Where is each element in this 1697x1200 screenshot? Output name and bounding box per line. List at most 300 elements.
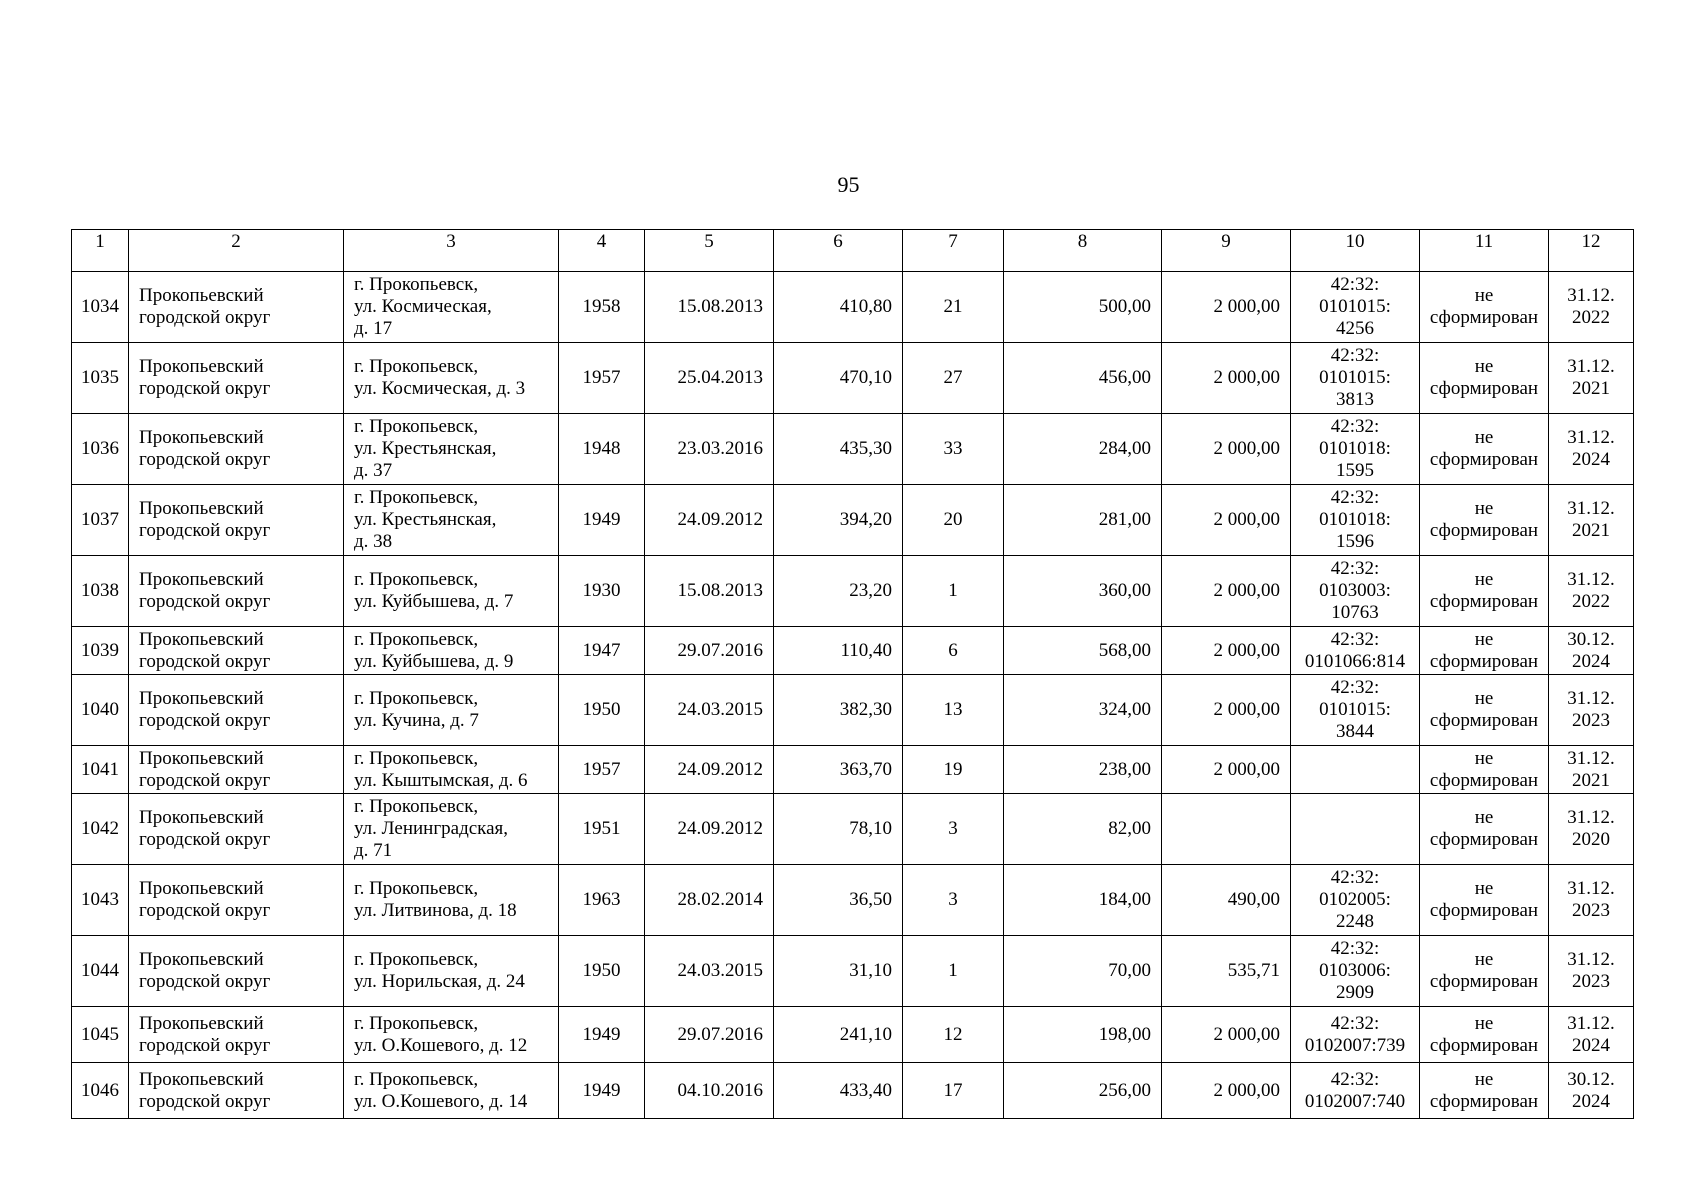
year-built-cell: 1949 [559, 1063, 645, 1119]
residents-cell: 33 [903, 414, 1004, 485]
area-cell: 433,40 [774, 1063, 903, 1119]
residents-cell: 17 [903, 1063, 1004, 1119]
cadastral-number-cell-line: 1595 [1336, 460, 1374, 481]
cadastral-number-cell [1291, 272, 1420, 343]
deadline-cell [1549, 414, 1634, 485]
status-cell-line: сформирован [1429, 307, 1539, 328]
municipality-cell-line: Прокопьевский [139, 628, 264, 650]
residents-cell: 1 [903, 936, 1004, 1007]
address-cell [344, 485, 559, 556]
status-cell-line: сформирован [1429, 1034, 1539, 1056]
table-row [72, 343, 1634, 414]
deadline-cell [1549, 343, 1634, 414]
deadline-cell-line: 31.12. [1567, 878, 1615, 899]
status-cell-line: сформирован [1429, 378, 1539, 399]
price-cell: 2 000,00 [1162, 627, 1291, 675]
municipality-cell-line: Прокопьевский [139, 498, 264, 519]
municipality-cell [129, 936, 344, 1007]
cadastral-number-cell [1291, 414, 1420, 485]
address-cell-line: г. Прокопьевск, [354, 878, 479, 899]
deadline-cell-line: 31.12. [1567, 356, 1615, 377]
area-cell: 363,70 [774, 746, 903, 794]
status-cell [1420, 556, 1549, 627]
deadline-cell-line: 2024 [1572, 1090, 1610, 1112]
address-cell [344, 556, 559, 627]
year-built-cell: 1957 [559, 746, 645, 794]
deadline-cell-line: 2024 [1572, 1034, 1610, 1056]
deadline-cell-line: 2021 [1572, 769, 1610, 791]
year-built-cell: 1949 [559, 1007, 645, 1063]
deadline-cell [1549, 627, 1634, 675]
land-area-cell: 360,00 [1004, 556, 1162, 627]
municipality-cell-line: Прокопьевский [139, 356, 264, 377]
address-cell-line: г. Прокопьевск, [354, 1068, 479, 1090]
address-cell [344, 1007, 559, 1063]
deadline-cell-line: 2022 [1572, 307, 1610, 328]
table-row [72, 272, 1634, 343]
area-cell: 36,50 [774, 865, 903, 936]
cadastral-number-cell-line: 42:32: [1330, 345, 1380, 366]
residents-cell: 3 [903, 794, 1004, 865]
address-cell [344, 794, 559, 865]
deadline-cell [1549, 485, 1634, 556]
municipality-cell-line: Прокопьевский [139, 747, 264, 769]
cadastral-number-cell [1291, 936, 1420, 1007]
status-cell-line: сформирован [1429, 829, 1539, 850]
deadline-cell-line: 2024 [1572, 650, 1610, 672]
status-cell-line: не [1474, 356, 1494, 377]
year-built-cell: 1947 [559, 627, 645, 675]
deadline-cell [1549, 1063, 1634, 1119]
address-cell-line: ул. Кыштымская, д. 6 [354, 769, 528, 791]
price-cell [1162, 794, 1291, 865]
municipality-cell-line: городской округ [139, 829, 271, 850]
address-cell-line: ул. Крестьянская, [354, 438, 497, 459]
municipality-cell-line: городской округ [139, 769, 271, 791]
status-cell-line: сформирован [1429, 520, 1539, 541]
address-cell [344, 675, 559, 746]
cadastral-number-cell-line: 0101015: [1319, 699, 1391, 720]
address-cell-line: г. Прокопьевск, [354, 1012, 479, 1034]
price-cell: 2 000,00 [1162, 414, 1291, 485]
address-cell-line: ул. Литвинова, д. 18 [354, 900, 517, 921]
deadline-cell [1549, 746, 1634, 794]
address-cell-line: д. 71 [354, 840, 393, 861]
date-cell: 24.09.2012 [645, 485, 774, 556]
status-cell-line: сформирован [1429, 591, 1539, 612]
address-cell [344, 936, 559, 1007]
area-cell: 78,10 [774, 794, 903, 865]
deadline-cell-line: 31.12. [1567, 569, 1615, 590]
cadastral-number-cell-line: 3844 [1336, 721, 1374, 742]
residents-cell: 27 [903, 343, 1004, 414]
year-built-cell: 1963 [559, 865, 645, 936]
status-cell [1420, 746, 1549, 794]
column-header-5: 5 [645, 230, 774, 272]
status-cell [1420, 675, 1549, 746]
deadline-cell [1549, 272, 1634, 343]
municipality-cell-line: городской округ [139, 650, 271, 672]
status-cell-line: не [1474, 569, 1494, 590]
table-row [72, 675, 1634, 746]
date-cell: 15.08.2013 [645, 272, 774, 343]
municipality-cell [129, 1007, 344, 1063]
table-row [72, 1063, 1634, 1119]
residents-cell: 3 [903, 865, 1004, 936]
address-cell-line: д. 17 [354, 318, 393, 339]
address-cell-line: ул. Куйбышева, д. 7 [354, 591, 514, 612]
residents-cell: 1 [903, 556, 1004, 627]
cadastral-number-cell-line: 42:32: [1330, 1012, 1380, 1034]
cadastral-number-cell [1291, 556, 1420, 627]
deadline-cell-line: 31.12. [1567, 427, 1615, 448]
residents-cell: 20 [903, 485, 1004, 556]
date-cell: 29.07.2016 [645, 1007, 774, 1063]
address-cell-line: г. Прокопьевск, [354, 487, 479, 508]
column-header-4: 4 [559, 230, 645, 272]
deadline-cell-line: 2021 [1572, 378, 1610, 399]
status-cell-line: сформирован [1429, 449, 1539, 470]
year-built-cell: 1951 [559, 794, 645, 865]
address-cell-line: ул. Крестьянская, [354, 509, 497, 530]
table-row [72, 414, 1634, 485]
column-header-10: 10 [1291, 230, 1420, 272]
cadastral-number-cell-line: 4256 [1336, 318, 1374, 339]
area-cell: 410,80 [774, 272, 903, 343]
area-cell: 31,10 [774, 936, 903, 1007]
municipality-cell-line: Прокопьевский [139, 949, 264, 970]
municipality-cell-line: городской округ [139, 1034, 271, 1056]
status-cell-line: не [1474, 285, 1494, 306]
status-cell-line: не [1474, 628, 1494, 650]
status-cell-line: сформирован [1429, 971, 1539, 992]
status-cell [1420, 794, 1549, 865]
municipality-cell-line: городской округ [139, 900, 271, 921]
column-header-1: 1 [72, 230, 129, 272]
status-cell [1420, 272, 1549, 343]
deadline-cell-line: 31.12. [1567, 688, 1615, 709]
deadline-cell-line: 2020 [1572, 829, 1610, 850]
municipality-cell-line: городской округ [139, 449, 271, 470]
cadastral-number-cell-line: 0101018: [1319, 438, 1391, 459]
year-built-cell: 1950 [559, 675, 645, 746]
row-number: 1039 [72, 627, 129, 675]
land-area-cell: 281,00 [1004, 485, 1162, 556]
residents-cell: 21 [903, 272, 1004, 343]
address-cell-line: д. 38 [354, 531, 393, 552]
year-built-cell: 1950 [559, 936, 645, 1007]
price-cell: 2 000,00 [1162, 485, 1291, 556]
status-cell-line: не [1474, 688, 1494, 709]
row-number: 1041 [72, 746, 129, 794]
cadastral-number-cell-line: 42:32: [1330, 628, 1380, 650]
column-header-2: 2 [129, 230, 344, 272]
status-cell-line: сформирован [1429, 900, 1539, 921]
cadastral-number-cell-line: 1596 [1336, 531, 1374, 552]
deadline-cell-line: 2023 [1572, 971, 1610, 992]
cadastral-number-cell-line: 42:32: [1330, 274, 1380, 295]
deadline-cell [1549, 936, 1634, 1007]
date-cell: 29.07.2016 [645, 627, 774, 675]
table-row [72, 936, 1634, 1007]
deadline-cell-line: 31.12. [1567, 949, 1615, 970]
address-cell-line: г. Прокопьевск, [354, 949, 479, 970]
land-area-cell: 456,00 [1004, 343, 1162, 414]
status-cell-line: не [1474, 747, 1494, 769]
status-cell-line: сформирован [1429, 769, 1539, 791]
status-cell [1420, 1007, 1549, 1063]
residents-cell: 19 [903, 746, 1004, 794]
municipality-cell [129, 272, 344, 343]
municipality-cell-line: городской округ [139, 591, 271, 612]
deadline-cell-line: 31.12. [1567, 1012, 1615, 1034]
price-cell: 2 000,00 [1162, 1063, 1291, 1119]
address-cell [344, 627, 559, 675]
municipality-cell-line: городской округ [139, 710, 271, 731]
address-cell-line: ул. Куйбышева, д. 9 [354, 650, 514, 672]
municipality-cell [129, 746, 344, 794]
date-cell: 25.04.2013 [645, 343, 774, 414]
address-cell-line: ул. О.Кошевого, д. 12 [354, 1034, 528, 1056]
table-row [72, 746, 1634, 794]
price-cell: 535,71 [1162, 936, 1291, 1007]
address-cell-line: ул. Космическая, д. 3 [354, 378, 526, 399]
status-cell [1420, 414, 1549, 485]
date-cell: 04.10.2016 [645, 1063, 774, 1119]
status-cell [1420, 627, 1549, 675]
cadastral-number-cell-line: 10763 [1331, 602, 1379, 623]
cadastral-number-cell-line: 2248 [1336, 911, 1374, 932]
status-cell [1420, 343, 1549, 414]
price-cell: 490,00 [1162, 865, 1291, 936]
status-cell-line: не [1474, 1068, 1494, 1090]
deadline-cell-line: 2023 [1572, 900, 1610, 921]
address-cell-line: ул. Кучина, д. 7 [354, 710, 479, 731]
price-cell: 2 000,00 [1162, 272, 1291, 343]
table-row [72, 627, 1634, 675]
row-number: 1036 [72, 414, 129, 485]
cadastral-number-cell-line: 42:32: [1330, 1068, 1380, 1090]
address-cell-line: ул. Космическая, [354, 296, 492, 317]
land-area-cell: 284,00 [1004, 414, 1162, 485]
cadastral-number-cell [1291, 1063, 1420, 1119]
area-cell: 23,20 [774, 556, 903, 627]
address-cell [344, 272, 559, 343]
cadastral-number-cell-line: 2909 [1336, 982, 1374, 1003]
date-cell: 24.09.2012 [645, 746, 774, 794]
cadastral-number-cell-line: 42:32: [1330, 677, 1380, 698]
price-cell: 2 000,00 [1162, 343, 1291, 414]
municipality-cell [129, 485, 344, 556]
date-cell: 28.02.2014 [645, 865, 774, 936]
cadastral-number-cell-line: 42:32: [1330, 487, 1380, 508]
deadline-cell-line: 2022 [1572, 591, 1610, 612]
year-built-cell: 1949 [559, 485, 645, 556]
row-number: 1037 [72, 485, 129, 556]
deadline-cell-line: 2024 [1572, 449, 1610, 470]
municipality-cell-line: Прокопьевский [139, 1068, 264, 1090]
status-cell [1420, 1063, 1549, 1119]
municipality-cell-line: Прокопьевский [139, 427, 264, 448]
cadastral-number-cell [1291, 746, 1420, 794]
table-body [72, 272, 1634, 1119]
deadline-cell [1549, 865, 1634, 936]
municipality-cell-line: городской округ [139, 307, 271, 328]
row-number: 1042 [72, 794, 129, 865]
header-row [72, 230, 1634, 272]
deadline-cell-line: 2023 [1572, 710, 1610, 731]
cadastral-number-cell-line: 0101015: [1319, 367, 1391, 388]
address-cell-line: д. 37 [354, 460, 393, 481]
area-cell: 470,10 [774, 343, 903, 414]
area-cell: 435,30 [774, 414, 903, 485]
deadline-cell [1549, 556, 1634, 627]
year-built-cell: 1948 [559, 414, 645, 485]
municipality-cell [129, 414, 344, 485]
price-cell: 2 000,00 [1162, 1007, 1291, 1063]
column-header-9: 9 [1162, 230, 1291, 272]
price-cell: 2 000,00 [1162, 746, 1291, 794]
price-cell: 2 000,00 [1162, 675, 1291, 746]
cadastral-number-cell-line: 0101015: [1319, 296, 1391, 317]
table-row [72, 485, 1634, 556]
date-cell: 24.03.2015 [645, 936, 774, 1007]
column-header-11: 11 [1420, 230, 1549, 272]
cadastral-number-cell [1291, 794, 1420, 865]
deadline-cell-line: 31.12. [1567, 285, 1615, 306]
page-number: 95 [837, 172, 860, 197]
cadastral-number-cell-line: 42:32: [1330, 867, 1380, 888]
municipality-cell-line: Прокопьевский [139, 1012, 264, 1034]
land-area-cell: 198,00 [1004, 1007, 1162, 1063]
cadastral-number-cell [1291, 1007, 1420, 1063]
municipality-cell-line: Прокопьевский [139, 807, 264, 828]
cadastral-number-cell-line: 0103006: [1319, 960, 1391, 981]
address-cell-line: г. Прокопьевск, [354, 796, 479, 817]
municipality-cell-line: Прокопьевский [139, 285, 264, 306]
area-cell: 110,40 [774, 627, 903, 675]
address-cell-line: г. Прокопьевск, [354, 569, 479, 590]
address-cell-line: ул. О.Кошевого, д. 14 [354, 1090, 528, 1112]
date-cell: 24.09.2012 [645, 794, 774, 865]
land-area-cell: 184,00 [1004, 865, 1162, 936]
status-cell [1420, 485, 1549, 556]
housing-registry-table [71, 229, 1634, 1119]
deadline-cell [1549, 675, 1634, 746]
address-cell-line: ул. Норильская, д. 24 [354, 971, 525, 992]
cadastral-number-cell-line: 42:32: [1330, 938, 1380, 959]
row-number: 1044 [72, 936, 129, 1007]
column-header-7: 7 [903, 230, 1004, 272]
address-cell-line: г. Прокопьевск, [354, 356, 479, 377]
land-area-cell: 500,00 [1004, 272, 1162, 343]
area-cell: 394,20 [774, 485, 903, 556]
table-row [72, 1007, 1634, 1063]
cadastral-number-cell [1291, 627, 1420, 675]
table-header [72, 230, 1634, 272]
cadastral-number-cell-line: 0103003: [1319, 580, 1391, 601]
column-header-8: 8 [1004, 230, 1162, 272]
area-cell: 382,30 [774, 675, 903, 746]
deadline-cell-line: 31.12. [1567, 807, 1615, 828]
deadline-cell-line: 2021 [1572, 520, 1610, 541]
status-cell-line: не [1474, 498, 1494, 519]
status-cell-line: не [1474, 949, 1494, 970]
deadline-cell [1549, 1007, 1634, 1063]
cadastral-number-cell-line: 0102007:739 [1304, 1034, 1406, 1056]
municipality-cell-line: городской округ [139, 1090, 271, 1112]
deadline-cell-line: 30.12. [1567, 628, 1615, 650]
residents-cell: 13 [903, 675, 1004, 746]
deadline-cell-line: 30.12. [1567, 1068, 1615, 1090]
table-row [72, 794, 1634, 865]
municipality-cell [129, 1063, 344, 1119]
cadastral-number-cell-line: 42:32: [1330, 558, 1380, 579]
status-cell-line: сформирован [1429, 650, 1539, 672]
residents-cell: 12 [903, 1007, 1004, 1063]
cadastral-number-cell-line: 0101018: [1319, 509, 1391, 530]
status-cell-line: не [1474, 878, 1494, 899]
deadline-cell-line: 31.12. [1567, 498, 1615, 519]
cadastral-number-cell [1291, 343, 1420, 414]
address-cell [344, 414, 559, 485]
address-cell-line: г. Прокопьевск, [354, 274, 479, 295]
municipality-cell-line: городской округ [139, 520, 271, 541]
table-row [72, 865, 1634, 936]
row-number: 1046 [72, 1063, 129, 1119]
land-area-cell: 256,00 [1004, 1063, 1162, 1119]
municipality-cell-line: Прокопьевский [139, 878, 264, 899]
date-cell: 23.03.2016 [645, 414, 774, 485]
cadastral-number-cell-line: 42:32: [1330, 416, 1380, 437]
price-cell: 2 000,00 [1162, 556, 1291, 627]
address-cell-line: г. Прокопьевск, [354, 688, 479, 709]
cadastral-number-cell [1291, 865, 1420, 936]
cadastral-number-cell-line: 0102007:740 [1304, 1090, 1406, 1112]
address-cell [344, 746, 559, 794]
deadline-cell [1549, 794, 1634, 865]
table-row [72, 556, 1634, 627]
residents-cell: 6 [903, 627, 1004, 675]
status-cell [1420, 865, 1549, 936]
address-cell-line: г. Прокопьевск, [354, 747, 479, 769]
status-cell-line: не [1474, 807, 1494, 828]
municipality-cell [129, 343, 344, 414]
cadastral-number-cell [1291, 485, 1420, 556]
municipality-cell-line: Прокопьевский [139, 569, 264, 590]
cadastral-number-cell-line: 0102005: [1319, 889, 1391, 910]
column-header-3: 3 [344, 230, 559, 272]
municipality-cell-line: городской округ [139, 378, 271, 399]
row-number: 1045 [72, 1007, 129, 1063]
date-cell: 24.03.2015 [645, 675, 774, 746]
row-number: 1043 [72, 865, 129, 936]
land-area-cell: 82,00 [1004, 794, 1162, 865]
municipality-cell [129, 865, 344, 936]
municipality-cell [129, 675, 344, 746]
address-cell [344, 865, 559, 936]
cadastral-number-cell [1291, 675, 1420, 746]
row-number: 1035 [72, 343, 129, 414]
municipality-cell [129, 556, 344, 627]
status-cell [1420, 936, 1549, 1007]
status-cell-line: сформирован [1429, 1090, 1539, 1112]
municipality-cell [129, 794, 344, 865]
cadastral-number-cell-line: 0101066:814 [1304, 650, 1406, 672]
land-area-cell: 568,00 [1004, 627, 1162, 675]
row-number: 1038 [72, 556, 129, 627]
year-built-cell: 1957 [559, 343, 645, 414]
